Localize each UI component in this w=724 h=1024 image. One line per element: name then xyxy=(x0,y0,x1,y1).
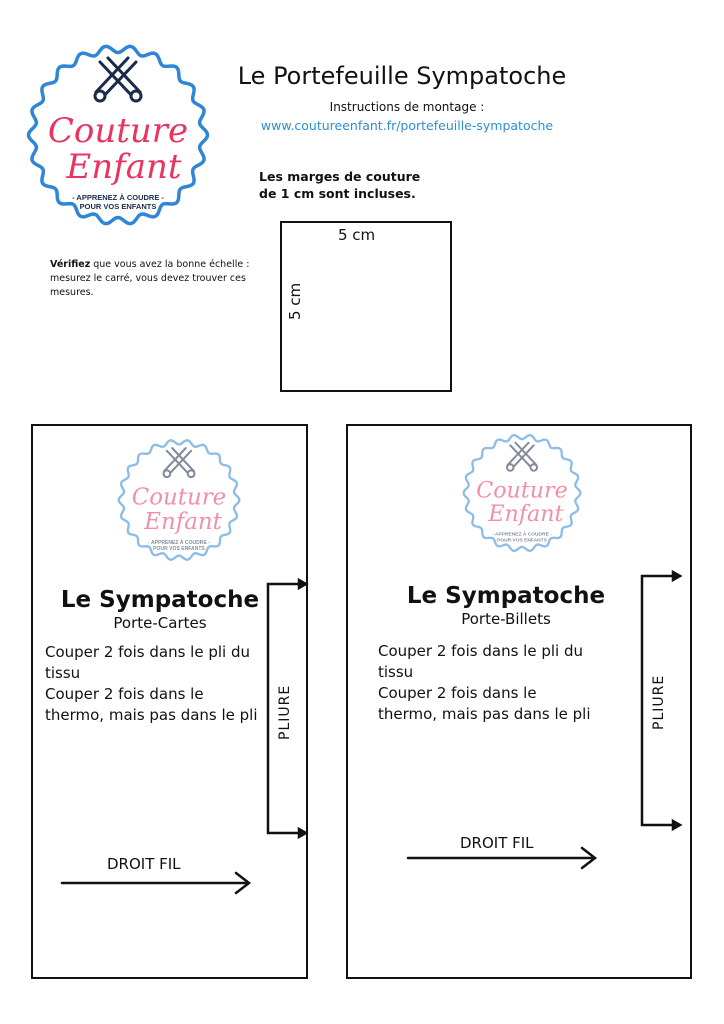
logo-line2: Enfant xyxy=(66,147,182,187)
fold-label: PLIURE xyxy=(651,674,667,730)
verify-bold: Vérifiez xyxy=(50,259,91,270)
svg-text:Couture: Couture xyxy=(476,477,568,504)
grain-label: DROIT FIL xyxy=(460,834,534,852)
logo-line1: Couture xyxy=(47,111,189,151)
seam-allowance-line2: de 1 cm sont incluses. xyxy=(259,186,416,201)
svg-text:POUR VOS ENFANTS: POUR VOS ENFANTS xyxy=(153,545,205,552)
svg-text:Enfant: Enfant xyxy=(488,501,564,528)
instructions-label: Instructions de montage : xyxy=(329,100,485,114)
logo-tagline1: - APPRENEZ À COUDRE - xyxy=(72,193,164,202)
svg-text:Couture: Couture xyxy=(131,484,227,511)
piece-subtitle: Porte-Cartes xyxy=(113,614,207,632)
instruction-interfacing-line2: thermo, mais pas dans le pli xyxy=(45,706,258,724)
piece-subtitle: Porte-Billets xyxy=(461,610,551,628)
instructions-link[interactable]: www.coutureenfant.fr/portefeuille-sympatoche xyxy=(260,118,554,133)
instruction-interfacing-line1: Couper 2 fois dans le xyxy=(45,685,204,703)
grain-label: DROIT FIL xyxy=(107,855,181,873)
instruction-fabric-line2: tissu xyxy=(378,663,414,681)
scale-width-label: 5 cm xyxy=(338,226,376,244)
piece-title: Le Sympatoche xyxy=(406,583,606,609)
scale-height-label: 5 cm xyxy=(286,282,304,320)
instruction-fabric-line2: tissu xyxy=(45,664,81,682)
document-title: Le Portefeuille Sympatoche xyxy=(237,62,567,90)
piece-title: Le Sympatoche xyxy=(60,587,260,613)
fold-label: PLIURE xyxy=(277,684,293,740)
svg-text:POUR VOS ENFANTS: POUR VOS ENFANTS xyxy=(497,538,547,544)
svg-text:- APPRENEZ À COUDRE -: - APPRENEZ À COUDRE - xyxy=(492,532,552,538)
seam-allowance-line1: Les marges de couture xyxy=(259,169,421,184)
svg-text:- APPRENEZ À COUDRE -: - APPRENEZ À COUDRE - xyxy=(148,539,210,546)
logo-tagline2: POUR VOS ENFANTS xyxy=(79,202,157,211)
instruction-interfacing-line2: thermo, mais pas dans le pli xyxy=(378,705,591,723)
instruction-interfacing-line1: Couper 2 fois dans le xyxy=(378,684,537,702)
svg-text:Enfant: Enfant xyxy=(144,508,222,535)
verify-rest: que vous avez la bonne échelle : mesurez le carré, vous devez trouver ces mesures. xyxy=(50,259,250,298)
instruction-fabric-line1: Couper 2 fois dans le pli du xyxy=(378,642,583,660)
instruction-fabric-line1: Couper 2 fois dans le pli du xyxy=(45,643,250,661)
